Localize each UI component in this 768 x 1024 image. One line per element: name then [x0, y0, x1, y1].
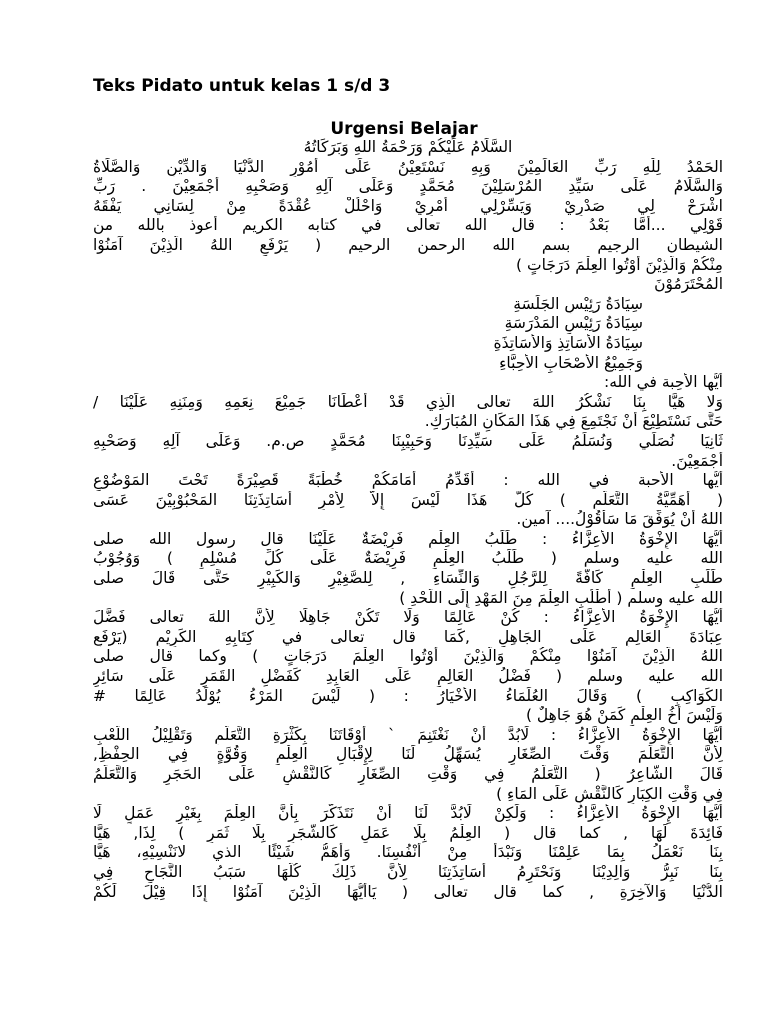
- text-line: وَجَمِيْعُ الأَصْحَابِ الأَحِبَّاءِ: [499, 353, 643, 372]
- text-line: بِنَا نَعْمَلُ بِمَا عَلِمْنَا وَنَبْدَأْ مِنْ أَنْفُسِنَا. وَأَهَمُّ شَيْئًا الذي لانَنْسِيْهِ، هَيَّا: [93, 843, 723, 862]
- text-line: فَائِدَةَ لَهَا , كما قال ( العِلْمُ بِلَا عَمَلٍ كَالشَّجَرِ بِلَا ثَمَرٍ ) لِذَا, هَيَّا: [93, 823, 723, 842]
- text-line: اشْرَحْ لِي صَدْرِيْ وَيَسِّرْلِي أَمْرِيْ وَاحْلُلْ عُقْدَةً مِنْ لِسَانِي يَفْقَهُ: [93, 196, 723, 215]
- text-line: طَلَبِ العِلْمِ كَافَّةً لِلرَّجُلِ وَالنِّسَاءِ , لِلصَّغِيْرِ وَالكَبِيْرِ حَتَّى قَالَ صلى: [93, 569, 723, 588]
- text-line: سِيَادَةُ رَئِيْسِ الجَلَسَةِ: [513, 294, 643, 313]
- text-line: الله عليه وسلم ( طَلَبُ العِلْمِ فَرِيْضَةٌ عَلَى كُلِّ مُسْلِمٍ ) وَوُجُوْبُ: [93, 549, 723, 568]
- text-line: عِبَادَةَ العَالِمِ عَلَى الجَاهِلِ ,كَمَا قال تعالى في كِتَابِهِ الكَرِيْمِ (يَرْفَعِ: [93, 627, 723, 646]
- text-line: اللهُ الَّذِيْنَ آمَنُوْا مِنْكُمْ وَالَّذِيْنَ أُوْتُوا العِلْمَ دَرَجَاتٍ ) وكما قال صلى: [93, 647, 723, 666]
- text-line: بِنَا نَبِرُّ وَالِدِيْنَا وَنَحْتَرِمُ أَسَاتِذَتِنَا لِأَنَّ ذَلِكَ كُلُّهَا سَبَبُ النَّجَاحِ فِي: [93, 862, 723, 881]
- text-line: الله عليه وسلم ( فَضْلُ العَالِمِ عَلَى العَابِدِ كَفَضْلِ القَمَرِ عَلَى سَائِرِ: [93, 667, 723, 686]
- text-line: الله عليه وسلم ( أُطْلُبِ العِلْمَ مِنَ المَهْدِ إِلَى اللَّحْدِ ): [399, 588, 723, 607]
- text-line: ( أَهَمِّيَّةُ التَّعَلُّمِ ) كُلُّ هَذَا لَيْسَ إِلاَّ لِأَمْرِ أَسَاتِذَتِنَا المَحْبُوْبِيْنَ عَسَى: [93, 490, 723, 509]
- speech-body: [93, 138, 723, 902]
- text-line: أَيُّها الأحِبة في الله:: [603, 373, 723, 392]
- text-line: سِيَادَةُ الأَسَاتِذِ وَالأَسَاتِذَةِ: [493, 333, 643, 352]
- text-line: اللهُ أَنْ يُوَفِّقَ مَا سَأَقُوْلُ.... آمين.: [516, 510, 723, 529]
- text-line: مِنْكُمْ وَالَّذِيْنَ أُوْتُوا العِلْمَ دَرَجَاتٍ ): [516, 255, 723, 274]
- document-title: Teks Pidato untuk kelas 1 s/d 3: [93, 76, 391, 96]
- text-line: الكَوَاكِبِ ) وَقَالَ العُلَمَاءُ الأَخْيَارُ : ( لَيْسَ المَرْءُ يُوْلَدُ عَالِمًا #: [93, 686, 723, 705]
- text-line: وَالسَّلَامُ عَلَى سَيِّدِ المُرْسَلِيْنَ مُحَمَّدٍ وَعَلَى آلِهِ وَصَحْبِهِ أَجْمَعِيْنَ . رَبِّ: [93, 177, 723, 196]
- text-line: الشيطان الرجيم بسم الله الرحمن الرحيم ( يَرْفَعِ اللهُ الَّذِيْنَ آمَنُوْا: [93, 235, 723, 254]
- text-line: السَّلَامُ عَلَيْكُمْ وَرَحْمَةُ اللهِ وَبَرَكَاتُهُ: [303, 138, 513, 156]
- text-line: فِي وَقْتِ الكِبَارِ كَالنَّقْشِ عَلَى المَاءِ ): [496, 784, 723, 803]
- text-line: أَيُّهَا الإِخْوَةُ الأَعِزَّاءُ : وَلَكِنْ لَابُدَّ لَنَا أَنْ نَتَذَكَّرَ بِأَنَّ العِلْمَ بِغَيْرِ عَمَلٍ لَا: [93, 804, 723, 823]
- text-line: سِيَادَةُ رَئِيْسِ المَدْرَسَةِ: [504, 314, 643, 333]
- text-line: قَالَ الشَّاعِرُ ( التَّعَلُّمُ فِي وَقْتِ الصِّغَارِ كَالنَّقْشِ عَلَى الحَجَرِ وَالتَّعَلُّمُ: [93, 765, 723, 783]
- text-line: وَلَيْسَ أَخُ العِلْمِ كَمَنْ هُوَ جَاهِلٌ ): [525, 706, 723, 725]
- text-line: الحَمْدُ لِلّٰهِ رَبِّ العَالَمِيْنَ وَبِهِ نَسْتَعِيْنُ عَلَى أُمُوْرِ الدُّنْيَا وَالدِّيْنِ وَالصَّلَاةُ: [93, 157, 723, 176]
- text-line: وَلا هَيَّا بِنَا نَشْكُرُ اللهَ تعالى الَّذِي قَدْ أَعْطَانَا جَمِيْعَ نِعَمِهِ وَمِنَنِهِ عَلَيْنَا /: [93, 392, 723, 411]
- text-line: أَيُّهَا الإِخْوَةُ الأَعِزَّاءُ : كُنْ عَالِمًا وَلَا تَكُنْ جَاهِلًا لِأَنَّ اللهَ تعالى فَضَّلَ: [93, 608, 723, 627]
- text-line: المُحْتَرَمُوْنَ: [654, 275, 723, 294]
- text-line: حَتَّى نَسْتَطِيْعَ أَنْ نَجْتَمِعَ فِي هَذَا المَكَانِ المُبَارَكِ.: [424, 412, 723, 431]
- text-line: الدُّنْيَا وَالآخِرَةِ , كما قال تعالى ( يَاأَيُّهَا الَّذِيْنَ آمَنُوْا إِذَا قِيْلَ لَكُمْ: [93, 882, 723, 901]
- speech-title: Urgensi Belajar: [330, 119, 478, 139]
- text-line: أَيُّهَا الإِخْوَةُ الأَعِزَّاءُ : لَابُدَّ أَنْ نَغْتَنِمَ ` أَوْقَاتَنَا بِكَثْرَةِ التَّعَلُّمِ وَتَقْلِيْلُ اللَّعْبِ: [93, 725, 723, 744]
- text-line: أَيُّهَا الإِخْوَةُ الأَعِزَّاءُ : طَلَبُ العِلْمِ فَرِيْضَةٌ عَلَيْنَا قال رسول الله صلى: [93, 529, 723, 548]
- text-line: أَيُّها الأحبة في الله : أُقَدِّمُ أَمَامَكُمْ خُطْبَةً قَصِيْرَةً تَحْتَ المَوْضُوْعِ: [93, 471, 723, 490]
- text-line: ثَانِيَا نُصَلِّي وَنُسَلِّمُ عَلَى سَيِّدِنَا وَحَبِيْبِنَا مُحَمَّدٍ ص.م. وَعَلَى آلِهِ وَصَحْبِهِ: [93, 431, 723, 450]
- text-line: قَوْلِي ...أَمَّا بَعْدُ : قال الله تعالى في كتابه الكريم أعوذ بالله من: [93, 216, 723, 235]
- text-line: لِأَنَّ التَّعَلُّمَ وَقْتَ الصِّغَارِ يُسَهِّلُ لَنَا لِإِقْبَالِ العِلْمِ وَقُوَّةٍ فِي الحِفْظِ,: [93, 745, 723, 764]
- text-line: أَجْمَعِيْنَ.: [671, 451, 723, 470]
